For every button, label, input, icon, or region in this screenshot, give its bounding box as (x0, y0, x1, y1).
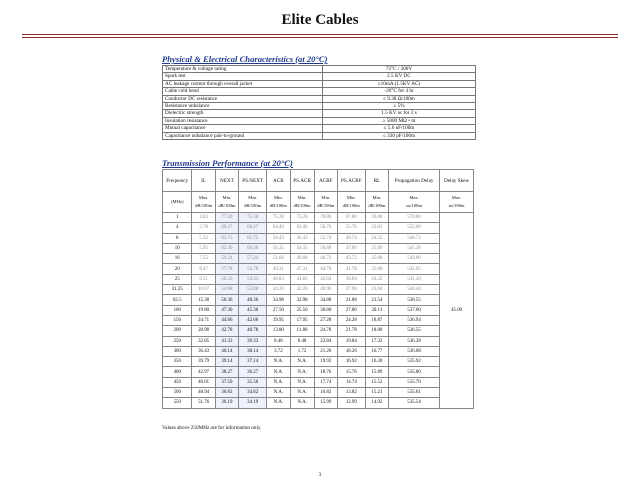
value-cell: 27.50 (267, 305, 290, 315)
value-cell: 51.76 (192, 398, 215, 408)
column-header: RL (365, 170, 388, 192)
value-cell: 9.51 (192, 274, 215, 284)
property-value: ≤ 5.6 nF/100m (323, 125, 476, 132)
frequency-cell: 4 (163, 223, 192, 233)
frequency-cell: 250 (163, 336, 192, 346)
frequency-cell: 500 (163, 388, 192, 398)
value-cell: 21.54 (365, 295, 388, 305)
value-cell: 17.95 (290, 315, 314, 325)
limit-label: Max. (409, 195, 419, 200)
title-rule-thin (22, 37, 618, 38)
value-cell: 42.66 (239, 315, 267, 325)
value-cell: 62.49 (290, 223, 314, 233)
value-cell: 15.38 (192, 295, 215, 305)
frequency-cell: 550 (163, 398, 192, 408)
value-cell: 27.80 (337, 305, 365, 315)
value-cell: N.A. (267, 377, 290, 387)
value-cell: 25.00 (365, 254, 388, 264)
value-cell: 52.74 (314, 233, 337, 243)
value-cell: 46.01 (192, 377, 215, 387)
table-row (163, 264, 474, 274)
property-value: ≤ 9.38 Ω/100m (323, 95, 476, 102)
value-cell: 44.66 (215, 315, 238, 325)
property-value: ≥ 5000 MΩ • m (323, 117, 476, 124)
value-cell: 16.92 (337, 357, 365, 367)
column-header: PS.NEXT (239, 170, 267, 192)
table-row (163, 117, 476, 124)
value-cell: 18.26 (337, 346, 365, 356)
value-cell: 8.48 (267, 336, 290, 346)
value-cell: 19.95 (267, 315, 290, 325)
table-row (163, 66, 476, 73)
value-cell: 34.19 (239, 398, 267, 408)
value-cell: N.A. (267, 398, 290, 408)
value-cell: 24.28 (337, 315, 365, 325)
value-cell: 546.73 (389, 233, 440, 243)
value-cell: 1.72 (290, 346, 314, 356)
value-cell: 41.33 (215, 336, 238, 346)
value-cell: 21.78 (337, 326, 365, 336)
value-cell: 55.76 (337, 223, 365, 233)
footnote: Values above 250MHz are for information only. (162, 425, 262, 431)
property-name: Temperature & voltage rating (163, 66, 323, 73)
property-value: ≤ 330 pF/100m (323, 132, 476, 139)
value-cell: 38.27 (215, 367, 238, 377)
value-cell: 46.72 (314, 254, 337, 264)
value-cell: N.A. (267, 367, 290, 377)
value-cell: 536.28 (389, 336, 440, 346)
frequency-cell: 350 (163, 357, 192, 367)
unit-cell (267, 192, 290, 213)
value-cell: 21.26 (314, 346, 337, 356)
limit-label: Min. (297, 195, 307, 200)
limit-label: Min. (321, 195, 331, 200)
page-number: 3 (318, 472, 322, 478)
unit-cell (337, 192, 365, 213)
value-cell: 44.20 (267, 285, 290, 295)
unit-label: dB/100m (195, 203, 213, 208)
value-cell: 40.90 (314, 285, 337, 295)
value-cell: 19.84 (337, 336, 365, 346)
property-name: Resistance unbalance (163, 103, 323, 110)
limit-label: Min. (273, 195, 283, 200)
value-cell: 40.78 (239, 326, 267, 336)
column-header: Frequency (163, 170, 192, 192)
frequency-cell: 25 (163, 274, 192, 284)
value-cell: 37.14 (239, 357, 267, 367)
value-cell: 25.00 (365, 243, 388, 253)
value-cell: 15.21 (365, 388, 388, 398)
value-cell: 39.84 (337, 274, 365, 284)
value-cell: 19.92 (314, 357, 337, 367)
value-cell: 7.55 (192, 254, 215, 264)
property-name: Mutual capacitance (163, 125, 323, 132)
value-cell: 552.00 (389, 223, 440, 233)
column-header: Delay Skew (440, 170, 474, 192)
value-cell: 37.50 (215, 377, 238, 387)
value-cell: 41.78 (337, 264, 365, 274)
table-row (163, 285, 474, 295)
unit-cell (239, 192, 267, 213)
value-cell: 47.80 (337, 243, 365, 253)
property-value: 1.5 KV ac for 2 s (323, 110, 476, 117)
value-cell: N.A. (267, 388, 290, 398)
value-cell: 16.77 (365, 346, 388, 356)
value-cell: 56.35 (267, 243, 290, 253)
value-cell: N.A. (290, 357, 314, 367)
property-value: ≤ 5% (323, 103, 476, 110)
value-cell: 24.52 (365, 233, 388, 243)
value-cell: 540.44 (389, 285, 440, 295)
property-name: Insulation resistance (163, 117, 323, 124)
value-cell: 535.70 (389, 377, 440, 387)
value-cell: 25.50 (290, 305, 314, 315)
value-cell: 24.71 (192, 315, 215, 325)
value-cell: 545.38 (389, 243, 440, 253)
value-cell: 36.27 (239, 367, 267, 377)
value-cell: 42.97 (192, 367, 215, 377)
value-cell: 25.00 (365, 264, 388, 274)
column-header: IL (192, 170, 215, 192)
value-cell: 46.83 (267, 274, 290, 284)
limit-label: Max. (451, 195, 462, 200)
value-cell: 36.82 (215, 388, 238, 398)
table-row (163, 132, 476, 139)
property-name: Spark test (163, 73, 323, 80)
value-cell: 538.55 (389, 295, 440, 305)
units-row (163, 192, 474, 213)
unit-label: dB/100m (293, 203, 311, 208)
table-row (163, 326, 474, 336)
table-row (163, 110, 476, 117)
limit-label: Min. (222, 195, 232, 200)
table-row (163, 80, 476, 87)
property-value: ≤10mA (1.5KV AC) (323, 80, 476, 87)
value-cell: 536.94 (389, 315, 440, 325)
property-name: Capacitance unbalance pair-to-ground (163, 132, 323, 139)
value-cell: 67.80 (337, 213, 365, 223)
value-cell: 18.87 (365, 315, 388, 325)
unit-label: dB/100m (218, 203, 236, 208)
value-cell: 536.55 (389, 326, 440, 336)
value-cell: 52.88 (239, 285, 267, 295)
frequency-cell: 62.5 (163, 295, 192, 305)
value-cell: 56.33 (215, 274, 238, 284)
value-cell: N.A. (290, 398, 314, 408)
value-cell: 44.83 (290, 274, 314, 284)
table-row (163, 346, 474, 356)
value-cell: 34.82 (239, 388, 267, 398)
unit-label: dB/100m (368, 203, 386, 208)
value-cell: 28.98 (192, 326, 215, 336)
limit-label: Min. (372, 195, 382, 200)
column-header: PS.ACR (290, 170, 314, 192)
value-cell: 64.49 (267, 223, 290, 233)
table-row (163, 243, 474, 253)
value-cell: 48.94 (192, 388, 215, 398)
value-cell: 15.76 (337, 367, 365, 377)
value-cell: 38.14 (239, 346, 267, 356)
value-cell: 56.43 (290, 233, 314, 243)
frequency-cell: 20 (163, 264, 192, 274)
frequency-cell: 8 (163, 233, 192, 243)
table-row (163, 377, 474, 387)
value-cell: 58.43 (267, 233, 290, 243)
frequency-cell: 400 (163, 367, 192, 377)
value-cell: 45.30 (239, 305, 267, 315)
value-cell: 47.30 (215, 305, 238, 315)
value-cell: 32.85 (192, 336, 215, 346)
value-cell: 536.08 (389, 346, 440, 356)
value-cell: 68.27 (215, 223, 238, 233)
value-cell: 24.78 (314, 326, 337, 336)
frequency-cell: 100 (163, 305, 192, 315)
value-cell: 44.78 (314, 264, 337, 274)
table-row (163, 233, 474, 243)
value-cell: 15.99 (314, 398, 337, 408)
column-header: ACRF (314, 170, 337, 192)
value-cell: 49.74 (337, 233, 365, 243)
value-cell: 535.61 (389, 388, 440, 398)
table-row (163, 388, 474, 398)
transmission-performance-table (162, 169, 474, 409)
limit-label: (MHz) (170, 199, 184, 204)
value-cell: 62.30 (215, 243, 238, 253)
value-cell: 16.30 (365, 357, 388, 367)
value-cell: 77.30 (215, 213, 238, 223)
value-cell: 13.80 (267, 326, 290, 336)
table-row (163, 357, 474, 367)
unit-cell (192, 192, 215, 213)
value-cell: 15.53 (365, 377, 388, 387)
physical-section-heading: Physical & Electrical Characteristics (at 20°C) (162, 54, 328, 64)
frequency-cell: 300 (163, 346, 192, 356)
value-cell: 75.30 (239, 213, 267, 223)
unit-cell (290, 192, 314, 213)
value-cell: 54.33 (239, 274, 267, 284)
value-cell: 43.72 (337, 254, 365, 264)
value-cell: N.A. (290, 388, 314, 398)
value-cell: 59.24 (215, 254, 238, 264)
value-cell: N.A. (267, 357, 290, 367)
frequency-cell: 10 (163, 243, 192, 253)
value-cell: 541.20 (389, 274, 440, 284)
table-row (163, 315, 474, 325)
frequency-cell: 150 (163, 315, 192, 325)
value-cell: 16.82 (314, 388, 337, 398)
value-cell: 54.88 (215, 285, 238, 295)
limit-label: Max. (198, 195, 209, 200)
unit-cell (440, 192, 474, 213)
value-cell: 34.98 (267, 295, 290, 305)
limit-label: Min. (346, 195, 356, 200)
value-cell: 537.60 (389, 305, 440, 315)
value-cell: 5.95 (192, 243, 215, 253)
value-cell: 50.36 (215, 295, 238, 305)
table-row (163, 295, 474, 305)
value-cell: 42.84 (314, 274, 337, 284)
column-header: ACR (267, 170, 290, 192)
value-cell: 23.64 (365, 285, 388, 295)
value-cell: 14.74 (337, 377, 365, 387)
table-row (163, 305, 474, 315)
value-cell: 18.76 (314, 367, 337, 377)
unit-cell (389, 192, 440, 213)
physical-characteristics-table (162, 65, 476, 140)
frequency-cell: 1 (163, 213, 192, 223)
frequency-cell: 200 (163, 326, 192, 336)
value-cell: 10.67 (192, 285, 215, 295)
value-cell: 57.78 (215, 264, 238, 274)
value-cell: 13.82 (337, 388, 365, 398)
unit-cell (163, 192, 192, 213)
property-name: Conductor DC resistance (163, 95, 323, 102)
value-cell: 15.89 (365, 367, 388, 377)
unit-label: dB/100m (244, 203, 262, 208)
table-row (163, 73, 476, 80)
value-cell: 39.79 (192, 357, 215, 367)
value-cell: 22.84 (314, 336, 337, 346)
limit-label: Min. (248, 195, 258, 200)
value-cell: 63.75 (215, 233, 238, 243)
value-cell: 50.80 (314, 243, 337, 253)
title-rule-thick (22, 34, 618, 35)
value-cell: 42.20 (290, 285, 314, 295)
value-cell: 47.31 (290, 264, 314, 274)
value-cell: 35.50 (239, 377, 267, 387)
value-cell: 6.48 (290, 336, 314, 346)
value-cell: N.A. (290, 377, 314, 387)
value-cell: 535.80 (389, 367, 440, 377)
value-cell: 535.54 (389, 398, 440, 408)
unit-label: dB/100m (269, 203, 287, 208)
value-cell: 535.92 (389, 357, 440, 367)
table-header-row (163, 170, 474, 192)
value-cell: 31.88 (337, 295, 365, 305)
value-cell: 66.27 (239, 223, 267, 233)
table-row (163, 336, 474, 346)
table-row (163, 274, 474, 284)
value-cell: 61.75 (239, 233, 267, 243)
table-row (163, 367, 474, 377)
value-cell: 23.01 (365, 223, 388, 233)
table-row (163, 398, 474, 408)
value-cell: 49.68 (290, 254, 314, 264)
value-cell: 73.28 (290, 213, 314, 223)
value-cell: 51.68 (267, 254, 290, 264)
column-header: NEXT (215, 170, 238, 192)
value-cell: 18.00 (365, 326, 388, 336)
value-cell: 40.14 (215, 346, 238, 356)
frequency-cell: 31.25 (163, 285, 192, 295)
property-value: -20°C for 4 hr (323, 88, 476, 95)
value-cell: 542.05 (389, 264, 440, 274)
unit-cell (365, 192, 388, 213)
value-cell: 37.90 (337, 285, 365, 295)
column-header: PS.ACRF (337, 170, 365, 192)
value-cell: 39.33 (239, 336, 267, 346)
value-cell: 42.78 (215, 326, 238, 336)
column-header: Propagation Delay (389, 170, 440, 192)
table-row (163, 223, 474, 233)
value-cell: N.A. (290, 367, 314, 377)
property-name: Dielectric strength (163, 110, 323, 117)
value-cell: 48.36 (239, 295, 267, 305)
value-cell: 3.78 (192, 223, 215, 233)
table-row (163, 88, 476, 95)
unit-label: ns/100m (406, 203, 423, 208)
value-cell: 55.78 (239, 264, 267, 274)
value-cell: 32.98 (290, 295, 314, 305)
page-title: Elite Cables (281, 12, 359, 28)
value-cell: 570.00 (389, 213, 440, 223)
value-cell: 5.32 (192, 233, 215, 243)
value-cell: 17.74 (314, 377, 337, 387)
value-cell: 8.47 (192, 264, 215, 274)
value-cell: 36.43 (192, 346, 215, 356)
table-row (163, 103, 476, 110)
value-cell: 57.24 (239, 254, 267, 264)
value-cell: 3.72 (267, 346, 290, 356)
unit-label: ns/100m (448, 203, 465, 208)
table-row (163, 95, 476, 102)
value-cell: 60.30 (239, 243, 267, 253)
value-cell: 12.99 (337, 398, 365, 408)
unit-label: dB/100m (317, 203, 335, 208)
value-cell: 19.80 (192, 305, 215, 315)
value-cell: 2.03 (192, 213, 215, 223)
table-row (163, 254, 474, 264)
value-cell: 11.80 (290, 326, 314, 336)
frequency-cell: 450 (163, 377, 192, 387)
property-value: 2.5 KV DC (323, 73, 476, 80)
transmission-section-heading: Transmission Performance (at 20°C) (162, 158, 293, 168)
value-cell: 36.19 (215, 398, 238, 408)
value-cell: 30.80 (314, 305, 337, 315)
value-cell: 14.92 (365, 398, 388, 408)
value-cell: 39.14 (215, 357, 238, 367)
table-row (163, 125, 476, 132)
delay-skew-value: 45.00 (440, 213, 474, 409)
value-cell: 20.00 (365, 213, 388, 223)
property-name: Cable cold bend (163, 88, 323, 95)
property-value: 75°C / 300V (323, 66, 476, 73)
table-row (163, 213, 474, 223)
value-cell: 27.28 (314, 315, 337, 325)
value-cell: 34.88 (314, 295, 337, 305)
value-cell: 58.76 (314, 223, 337, 233)
value-cell: 17.32 (365, 336, 388, 346)
frequency-cell: 16 (163, 254, 192, 264)
value-cell: 70.80 (314, 213, 337, 223)
value-cell: 49.31 (267, 264, 290, 274)
value-cell: 75.28 (267, 213, 290, 223)
value-cell: 24.32 (365, 274, 388, 284)
unit-label: dB/100m (342, 203, 360, 208)
value-cell: 20.11 (365, 305, 388, 315)
property-name: AC leakage current through overall jacket (163, 80, 323, 87)
value-cell: 54.35 (290, 243, 314, 253)
unit-cell (215, 192, 238, 213)
unit-cell (314, 192, 337, 213)
value-cell: 543.00 (389, 254, 440, 264)
